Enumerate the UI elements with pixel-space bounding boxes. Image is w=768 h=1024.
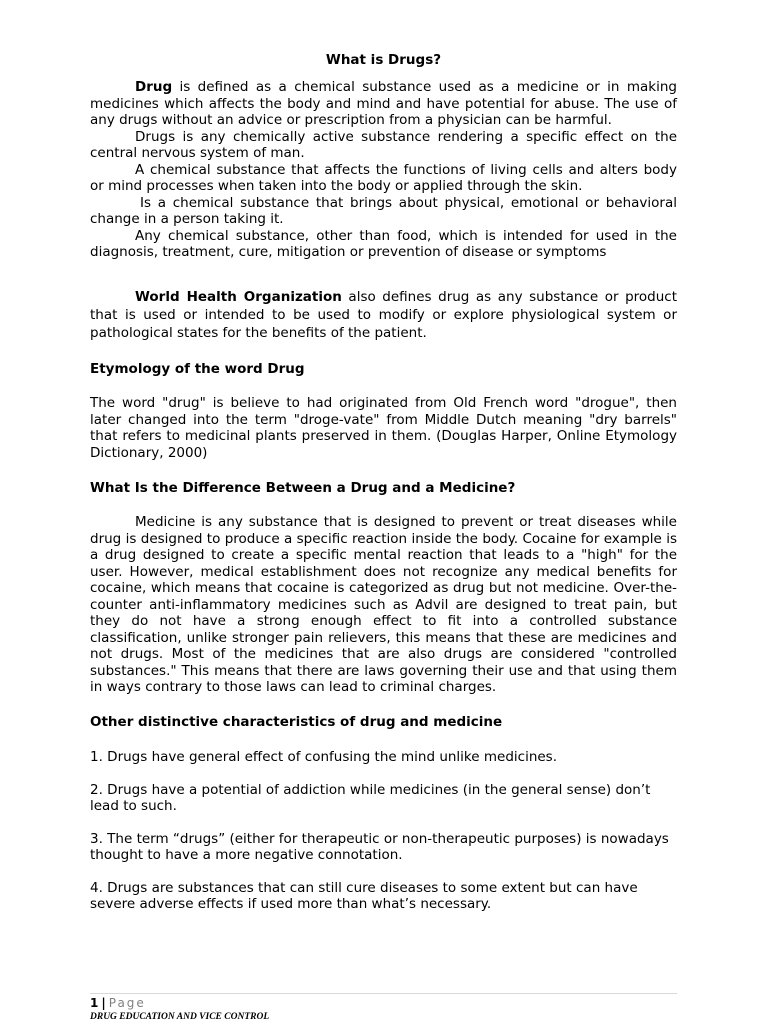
intro-term: Drug: [135, 79, 173, 95]
difference-section: [90, 480, 677, 696]
list-item: 2. Drugs have a potential of addiction while medicines (in the general sense) don’t lead to such.: [90, 781, 651, 814]
characteristics-list: [90, 749, 677, 913]
difference-text: Medicine is any substance that is designed to prevent or treat diseases while drug is designed to produce a specific reaction inside the body. Cocaine for example is a drug designed to create a specific mental reaction that leads to a "high" for the user. However, medical establishment does not recognize any medical benefits for cocaine, which means that cocaine is categorized as drug but not medicine. Over-the-counter anti-inflammatory medicines such as Advil are designed to treat pain, but they do not have a strong enough effect to fit into a controlled substance classification, unlike stronger pain relievers, this means that these are medicines and not drugs. Most of the medicines that are also drugs are considered "controlled substances." This means that there are laws governing their use and that using them in ways contrary to those laws can lead to criminal charges.: [90, 514, 677, 695]
intro-def-3: A chemical substance that affects the functions of living cells and alters body or mind processes when taken into the body or applied through the skin.: [90, 161, 677, 194]
page-number-value: 1: [90, 996, 99, 1010]
who-paragraph: [90, 288, 677, 342]
who-text: also defines drug as any substance or product that is used or intended to be used to modify or explore physiological system or pathological states for the benefits of the patient.: [90, 289, 677, 341]
etymology-section: [90, 361, 677, 461]
intro-def-4: Is a chemical substance that brings about physical, emotional or behavioral change in a person taking it.: [90, 194, 677, 227]
list-item: 4. Drugs are substances that can still cure diseases to some extent but can have severe adverse effects if used more than what’s necessary.: [90, 879, 638, 912]
intro-def-5: Any chemical substance, other than food, which is intended for used in the diagnosis, treatment, cure, mitigation or prevention of disease or symptoms: [90, 227, 677, 260]
intro-def-1: is defined as a chemical substance used as a medicine or in making medicines which affects the body and mind and have potential for abuse. The use of any drugs without an advice or prescription from a physician can be harmful.: [90, 79, 677, 128]
list-item: 3. The term “drugs” (either for therapeutic or non-therapeutic purposes) is nowadays thought to have a more negative connotation.: [90, 830, 669, 863]
footer-divider: [90, 993, 677, 994]
intro-def-2: Drugs is any chemically active substance rendering a specific effect on the central nervous system of man.: [90, 128, 677, 161]
characteristics-heading: Other distinctive characteristics of drug and medicine: [90, 714, 503, 730]
page-number: [90, 996, 146, 1010]
page-number-separator: |: [101, 996, 106, 1010]
document-title: What is Drugs?: [325, 52, 442, 68]
footer-document-title: DRUG EDUCATION AND VICE CONTROL: [90, 1012, 270, 1022]
who-section: [90, 288, 677, 342]
difference-heading: What Is the Difference Between a Drug and a Medicine?: [90, 480, 516, 496]
etymology-text: The word "drug" is believe to had originated from Old French word "drogue", then later changed into the term "droge-vate" from Middle Dutch meaning "dry barrels" that refers to medicinal plants preserved in them. (Douglas Harper, Online Etymology Dictionary, 2000): [90, 395, 677, 461]
intro-section: [90, 79, 677, 261]
page-label: Page: [108, 996, 146, 1010]
etymology-heading: Etymology of the word Drug: [90, 361, 305, 377]
who-org: World Health Organization: [135, 289, 342, 305]
intro-paragraph-1: [90, 79, 677, 129]
characteristics-section: [90, 714, 677, 913]
list-item: 1. Drugs have general effect of confusing the mind unlike medicines.: [90, 749, 558, 765]
